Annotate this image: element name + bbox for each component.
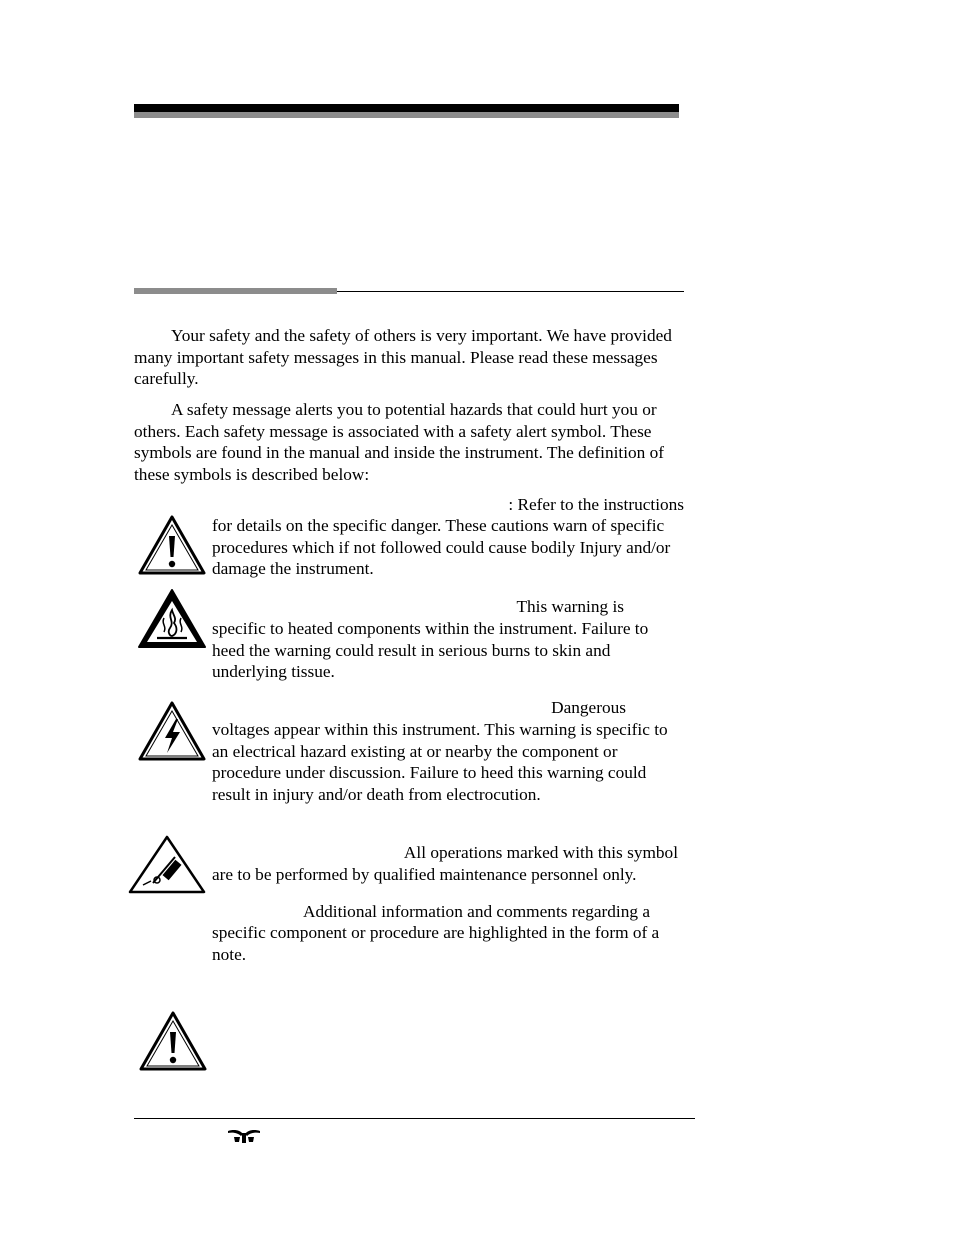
electrical-shock-icon [138,700,206,762]
section-rule-gray [134,288,337,294]
symbol-3-text: voltages appear within this instrument. This warning is specific to an electrical hazard existing at or nearby the component or procedure under discussion. Failure to heed this warning could result in injury and/or death from electrocution. [212,720,668,804]
teledyne-logo-icon [226,1128,262,1144]
technician-tool-icon [127,835,207,895]
note-lead: Additional information and comments regarding a [303,902,650,921]
symbol-1-lead: : Refer to the instructions [508,495,684,514]
symbol-4-text: are to be performed by qualified maintenance personnel only. [212,865,637,884]
symbol-2-lead: This warning is [516,597,624,616]
intro-paragraph-1: Your safety and the safety of others is very important. We have provided many important safety messages in this manual. Please read these messages carefully. [134,326,672,388]
note-text: specific component or procedure are highlighted in the form of a note. [212,923,660,964]
caution-icon [138,1010,208,1072]
general-warning-icon [138,514,206,576]
symbol-3-lead: Dangerous [551,698,626,717]
hot-surface-icon [137,588,207,650]
symbol-4-lead: All operations marked with this symbol [403,843,678,862]
intro-paragraph-2: A safety message alerts you to potential hazards that could hurt you or others. Each safety message is associated with a safety alert symbol. These symbols are found in the manual and inside the instrument. The definition of these symbols is described below: [134,400,665,484]
symbol-2-text: specific to heated components within the instrument. Failure to heed the warning could result in serious burns to skin and underlying tissue. [212,619,649,681]
section-rule-thin [337,291,684,292]
footer-rule [134,1118,695,1119]
symbol-1-text: for details on the specific danger. These cautions warn of specific procedures which if not followed could cause bodily Injury and/or damage the instrument. [212,516,671,578]
header-rule-black [134,104,679,112]
header-rule-gray [134,112,679,118]
